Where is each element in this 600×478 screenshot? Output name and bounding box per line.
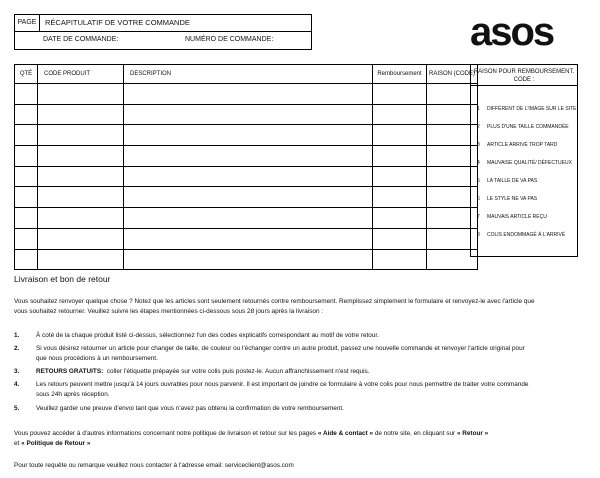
description-cell[interactable] <box>124 228 373 249</box>
col-reason-header: RAISON (CODE) <box>427 65 478 84</box>
description-cell[interactable] <box>124 146 373 167</box>
header-row-title <box>15 15 311 32</box>
refund-cell[interactable] <box>373 187 427 208</box>
refund-cell[interactable] <box>373 249 427 270</box>
contact-line: Pour toute requête ou remarque veuillez nous contacter à l'adresse email: serviceclient@asos.com <box>14 462 294 469</box>
product-code-cell[interactable] <box>38 146 124 167</box>
qty-cell[interactable] <box>15 249 38 270</box>
description-cell[interactable] <box>124 187 373 208</box>
product-code-cell[interactable] <box>38 84 124 105</box>
reason-item: 6 LE STYLE NE VA PAS <box>477 196 538 202</box>
qty-cell[interactable] <box>15 187 38 208</box>
refund-cell[interactable] <box>373 208 427 229</box>
return-policy-link[interactable]: « Politique de Retour » <box>21 440 91 447</box>
return-link[interactable]: « Retour » <box>456 430 489 437</box>
reason-item: 8 COLIS ENDOMMAGÉ À L'ARRIVÉ <box>477 232 566 238</box>
product-code-cell[interactable] <box>38 228 124 249</box>
more-info-line-1: Vous pouvez accéder à d'autres informations concernant notre politique de livraison et retour sur les pages « Aide & contact » de notre site, en cliquant sur « Retour » <box>14 430 489 437</box>
qty-cell[interactable] <box>15 104 38 125</box>
reason-item: 3 ARTICLE ARRIVÉ TROP TARD <box>477 142 558 148</box>
reason-item: 4 MAUVAISE QUALITÉ/ DÉFECTUEUX <box>477 160 572 166</box>
asos-logo: asos <box>470 10 554 54</box>
reason-item: 1 DIFFÉRENT DE L'IMAGE SUR LE SITE <box>477 106 577 112</box>
refund-reasons-box <box>470 64 578 257</box>
col-description-header: DESCRIPTION <box>124 65 373 84</box>
items-table <box>14 64 478 270</box>
product-code-cell[interactable] <box>38 125 124 146</box>
reason-item: 2 PLUS D'UNE TAILLE COMMANDÉE <box>477 124 569 130</box>
qty-cell[interactable] <box>15 146 38 167</box>
table-row <box>15 146 478 167</box>
table-row <box>15 166 478 187</box>
table-row <box>15 249 478 270</box>
description-cell[interactable] <box>124 166 373 187</box>
refund-cell[interactable] <box>373 84 427 105</box>
product-code-cell[interactable] <box>38 166 124 187</box>
table-row <box>15 187 478 208</box>
header-row-fields <box>15 31 311 49</box>
qty-cell[interactable] <box>15 208 38 229</box>
table-row <box>15 104 478 125</box>
reason-item: 7 MAUVAIS ARTICLE REÇU <box>477 214 547 220</box>
refund-cell[interactable] <box>373 228 427 249</box>
refund-cell[interactable] <box>373 166 427 187</box>
free-returns-label: RETOURS GRATUITS: <box>36 368 104 375</box>
description-cell[interactable] <box>124 249 373 270</box>
order-number-label: NUMÉRO DE COMMANDE: <box>185 36 274 43</box>
order-summary-header <box>14 14 312 50</box>
refund-cell[interactable] <box>373 125 427 146</box>
page-label: PAGE <box>15 15 40 31</box>
table-row <box>15 228 478 249</box>
refund-reasons-heading: RAISON POUR REMBOURSEMENT. CODE : <box>471 65 577 86</box>
table-row <box>15 125 478 146</box>
reason-item: 5 LA TAILLE DE VA PAS <box>477 178 538 184</box>
help-contact-link[interactable]: « Aide & contact » <box>317 430 374 437</box>
more-info-line-2: et « Politique de Retour » <box>14 440 91 447</box>
description-cell[interactable] <box>124 208 373 229</box>
refund-cell[interactable] <box>373 104 427 125</box>
description-cell[interactable] <box>124 84 373 105</box>
order-date-label: DATE DE COMMANDE: <box>43 36 119 43</box>
table-header-row <box>15 65 478 84</box>
table-row <box>15 208 478 229</box>
qty-cell[interactable] <box>15 228 38 249</box>
qty-cell[interactable] <box>15 125 38 146</box>
intro-line-2: vous souhaitez retourner. Veuillez suivre les étapes mentionnées ci-dessous sous 28 jours après la livraison : <box>14 308 324 315</box>
intro-line-1: Vous souhaitez renvoyer quelque chose ? Notez que les articles sont seulement retournés contre remboursement. Remplissez simplement le formulaire et renvoyez-le avec l'article que <box>14 298 535 305</box>
refund-cell[interactable] <box>373 146 427 167</box>
qty-cell[interactable] <box>15 166 38 187</box>
order-summary-title: RÉCAPITULATIF DE VOTRE COMMANDE <box>45 18 190 27</box>
col-product-code-header: CODE PRODUIT <box>38 65 124 84</box>
section-title: Livraison et bon de retour <box>14 274 111 284</box>
product-code-cell[interactable] <box>38 187 124 208</box>
product-code-cell[interactable] <box>38 208 124 229</box>
description-cell[interactable] <box>124 125 373 146</box>
col-qty-header: QTÉ <box>15 65 38 84</box>
col-refund-header: Remboursement <box>373 65 427 84</box>
table-row <box>15 84 478 105</box>
product-code-cell[interactable] <box>38 104 124 125</box>
product-code-cell[interactable] <box>38 249 124 270</box>
description-cell[interactable] <box>124 104 373 125</box>
qty-cell[interactable] <box>15 84 38 105</box>
